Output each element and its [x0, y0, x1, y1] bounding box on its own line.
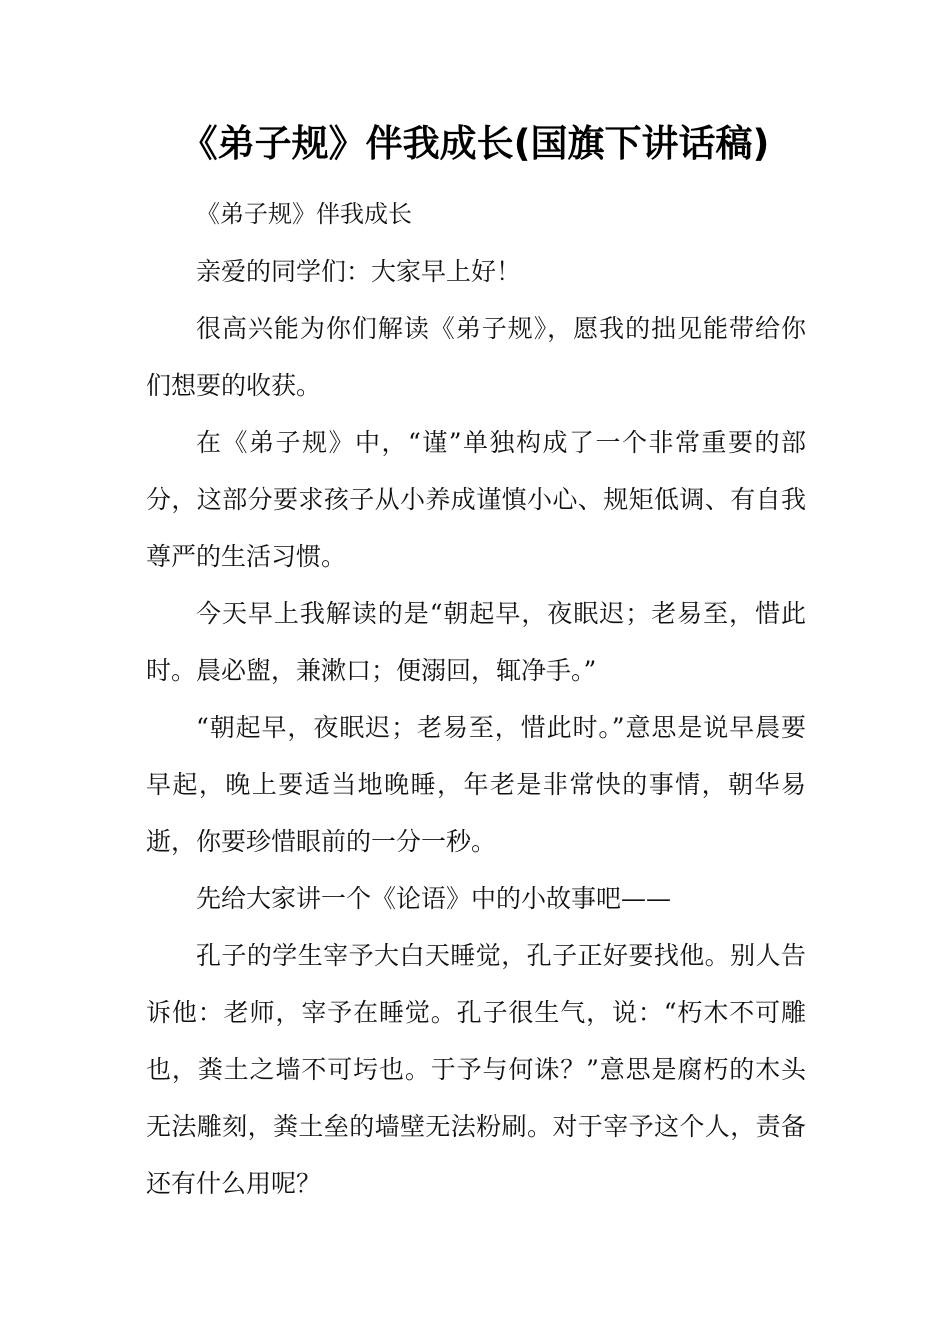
document-title: 《弟子规》伴我成长(国旗下讲话稿) — [180, 122, 770, 165]
body-paragraph: 先给大家讲一个《论语》中的小故事吧—— — [196, 884, 672, 913]
document-body — [146, 186, 806, 1212]
body-paragraph: 今天早上我解读的是“朝起早，夜眠迟；老易至，惜此时。晨必盥，兼漱口；便溺回，辄净手。” — [146, 599, 806, 685]
body-paragraph: 很高兴能为你们解读《弟子规》，愿我的拙见能带给你们想要的收获。 — [146, 314, 806, 400]
subtitle-paragraph: 《弟子规》伴我成长 — [196, 200, 412, 228]
body-paragraph: 在《弟子规》中，“谨”单独构成了一个非常重要的部分，这部分要求孩子从小养成谨慎小心、规矩低调、有自我尊严的生活习惯。 — [146, 428, 806, 571]
body-paragraph: “朝起早，夜眠迟；老易至，惜此时。”意思是说早晨要早起，晚上要适当地晚睡，年老是非常快的事情，朝华易逝，你要珍惜眼前的一分一秒。 — [146, 713, 806, 856]
body-paragraph: 孔子的学生宰予大白天睡觉，孔子正好要找他。别人告诉他：老师，宰予在睡觉。孔子很生气，说：“朽木不可雕也，粪土之墙不可圬也。于予与何诛？”意思是腐朽的木头无法雕刻，粪土垒的墙壁无法粉刷。对于宰予这个人，责备还有什么用呢？ — [146, 941, 806, 1198]
greeting-paragraph: 亲爱的同学们：大家早上好！ — [196, 257, 522, 286]
